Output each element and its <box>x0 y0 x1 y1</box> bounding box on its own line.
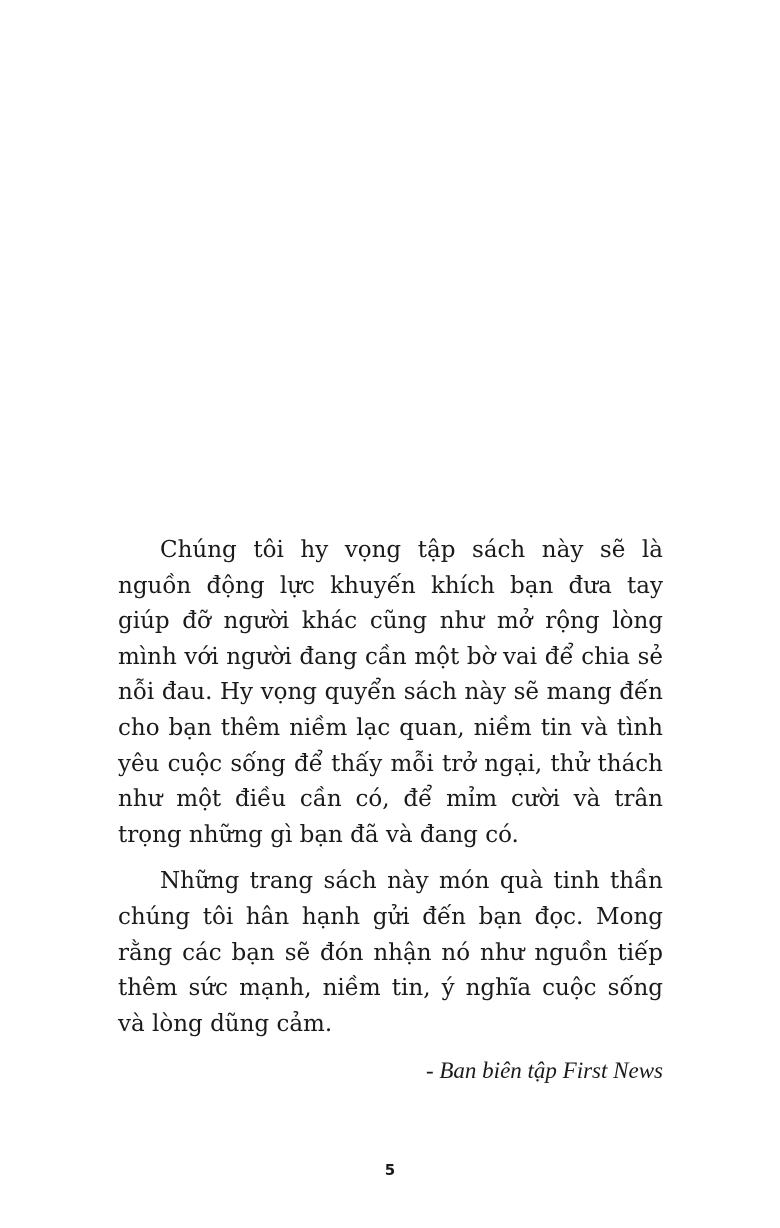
paragraph-2: Những trang sách này món quà tinh thần chúng tôi hân hạnh gửi đến bạn đọc. Mong rằng các bạn sẽ đón nhận nó như nguồn tiếp thêm sức mạnh, niềm tin, ý nghĩa cuộc sống và lòng dũng cảm. <box>118 868 663 1037</box>
page-number: 5 <box>384 1161 396 1179</box>
editor-signature: - Ban biên tập First News <box>425 1058 663 1084</box>
paragraph-1: Chúng tôi hy vọng tập sách này sẽ là nguồn động lực khuyến khích bạn đưa tay giúp đỡ người khác cũng như mở rộng lòng mình với người đang cần một bờ vai để chia sẻ nỗi đau. Hy vọng quyển sách này sẽ mang đến cho bạn thêm niềm lạc quan, niềm tin và tình yêu cuộc sống để thấy mỗi trở ngại, thử thách như một điều cần có, để mỉm cười và trân trọng những gì bạn đã và đang có. <box>118 537 663 848</box>
preface-text-block <box>118 533 663 1088</box>
